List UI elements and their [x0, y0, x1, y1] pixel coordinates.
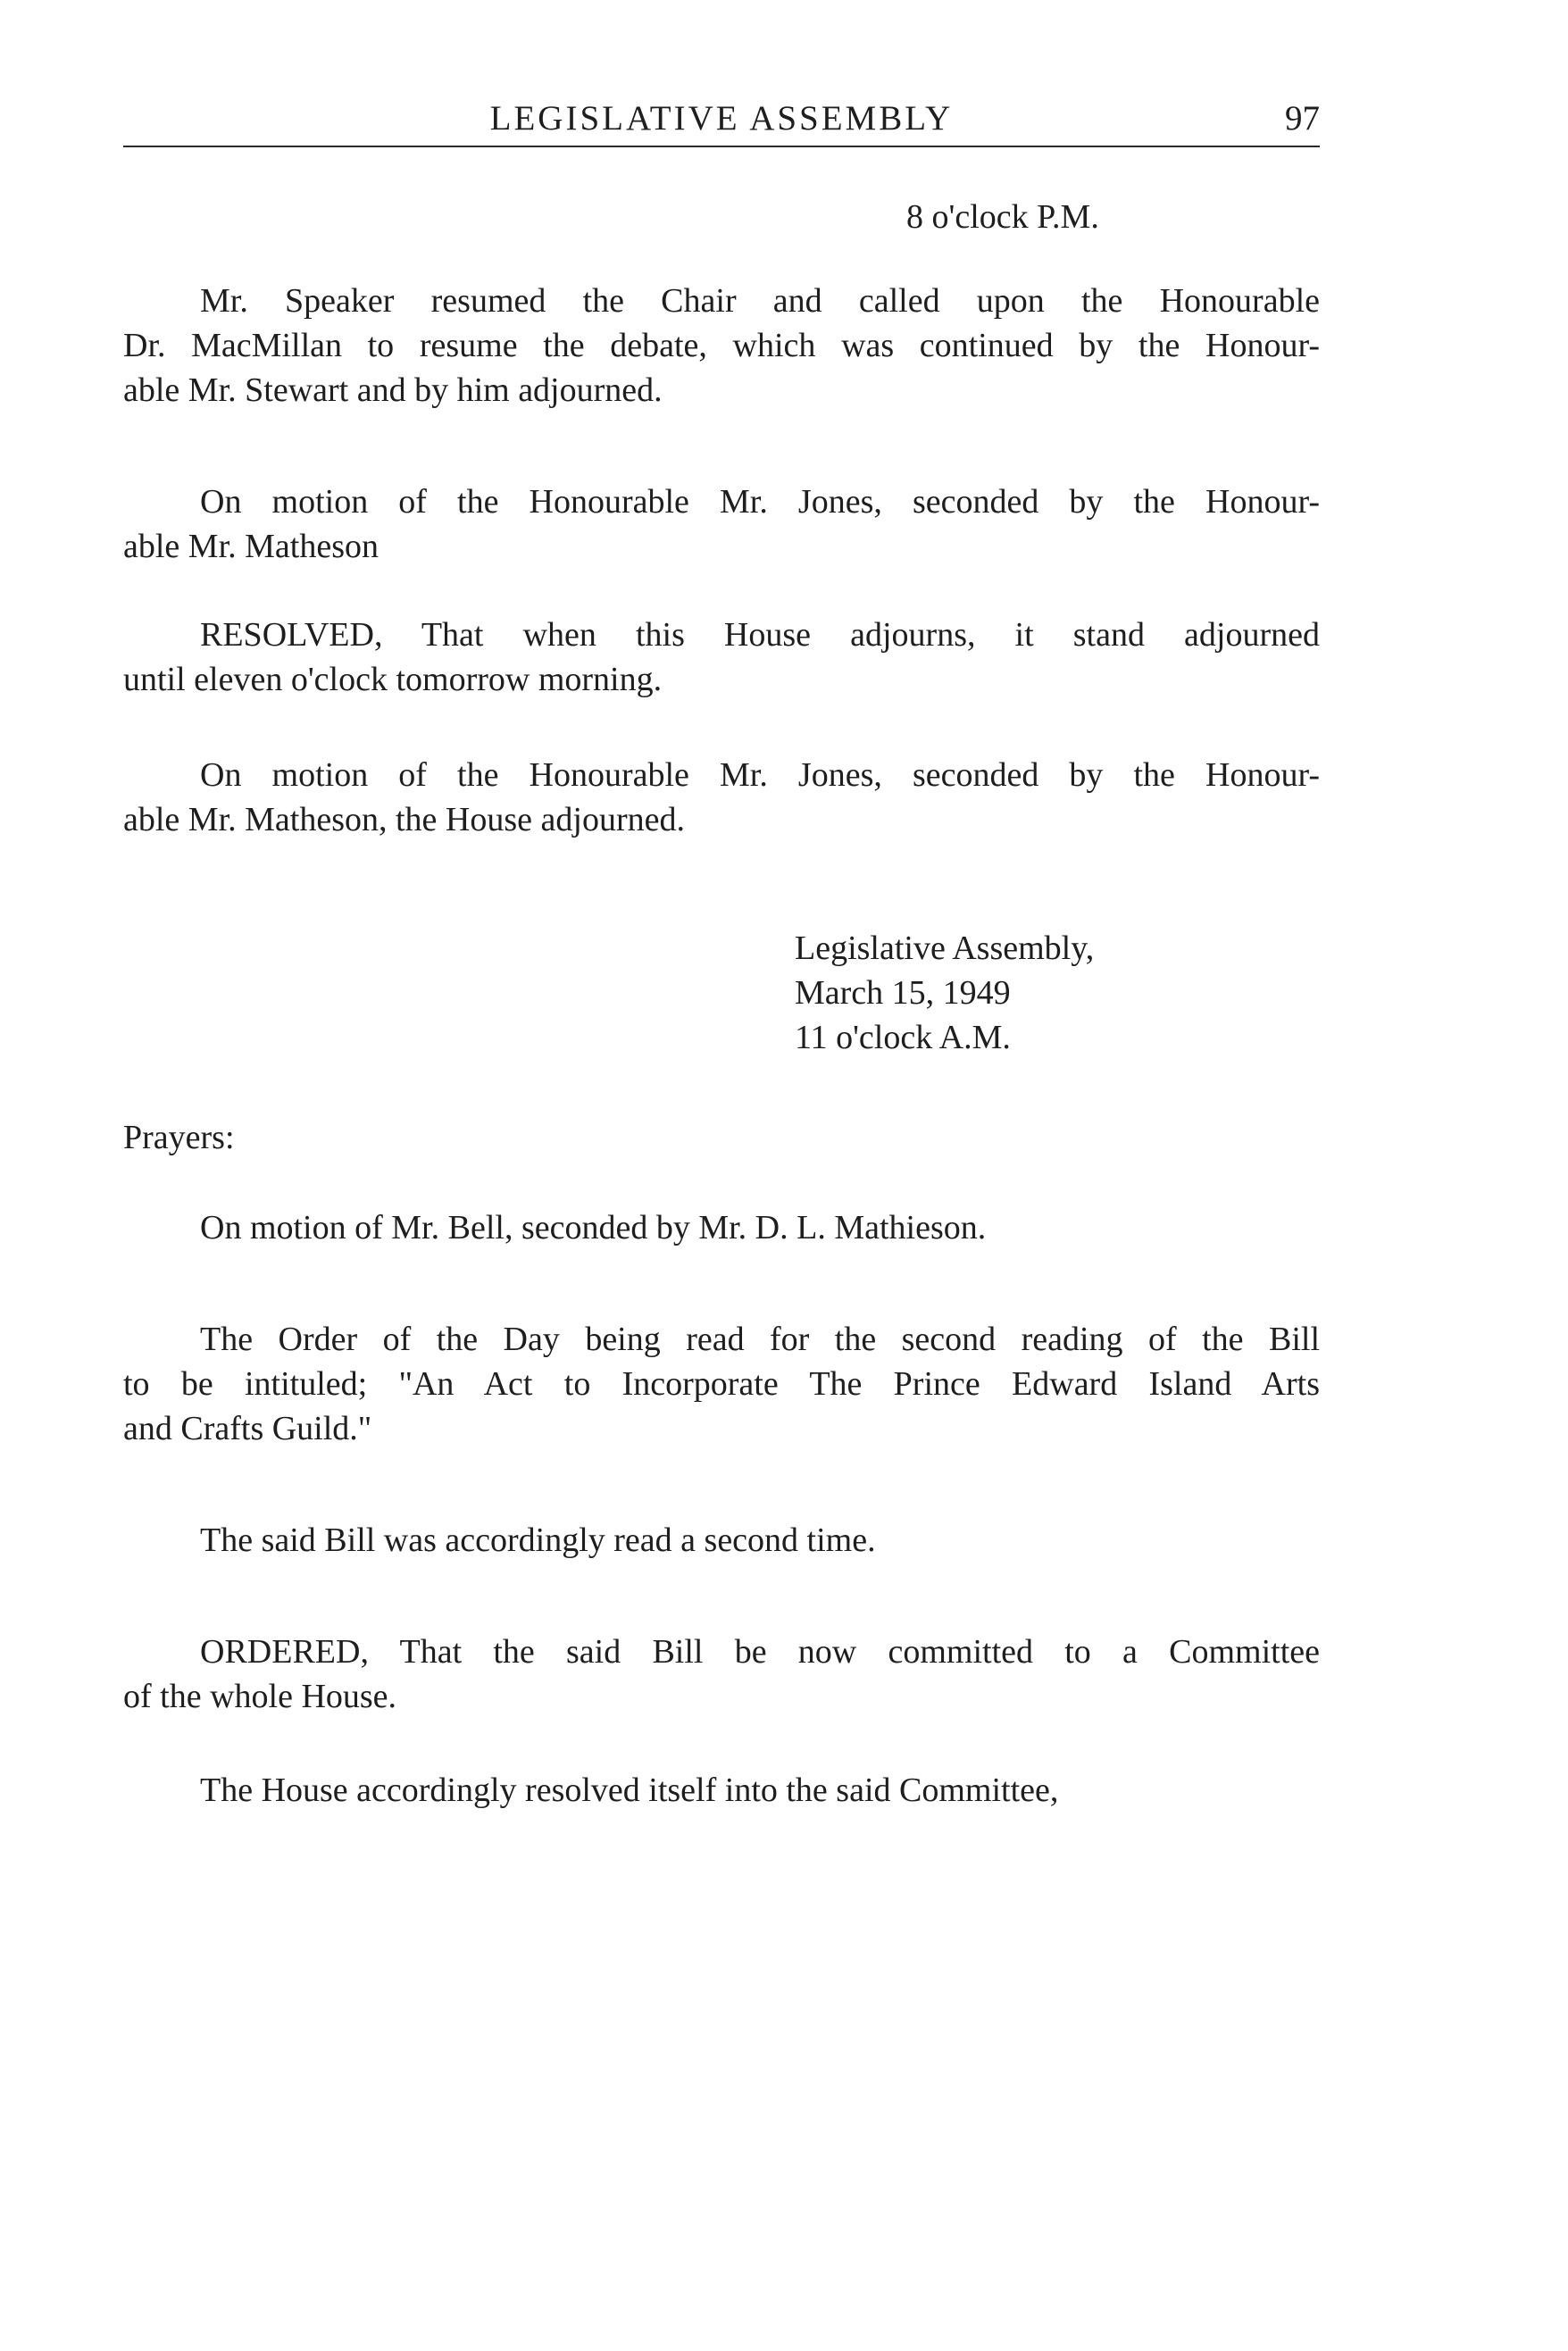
session-time-evening: 8 o'clock P.M.	[906, 198, 1099, 236]
paragraph-speaker-resumed	[123, 279, 1320, 413]
paragraph-line: Mr. Speaker resumed the Chair and called upon the Honourable	[200, 282, 1320, 320]
paragraph-motion-bell	[123, 1205, 1320, 1250]
paragraph-line: able Mr. Matheson, the House adjourned.	[123, 801, 685, 838]
page-number: 97	[1285, 99, 1320, 138]
paragraph-order-of-day	[123, 1317, 1320, 1451]
paragraph-line: until eleven o'clock tomorrow morning.	[123, 661, 663, 698]
paragraph-line: The said Bill was accordingly read a second time.	[200, 1521, 876, 1559]
paragraph-ordered	[123, 1630, 1320, 1719]
paragraph-line: On motion of the Honourable Mr. Jones, seconded by the Honour-	[200, 483, 1320, 521]
paragraph-house-adjourned	[123, 753, 1320, 842]
running-title: LEGISLATIVE ASSEMBLY	[489, 99, 954, 138]
paragraph-second-reading	[123, 1518, 1320, 1563]
paragraph-motion-jones	[123, 479, 1320, 569]
dateline-assembly: Legislative Assembly,	[795, 930, 1095, 967]
paragraph-line: able Mr. Matheson	[123, 528, 379, 565]
paragraph-line: and Crafts Guild."	[123, 1410, 372, 1447]
paragraph-line: able Mr. Stewart and by him adjourned.	[123, 371, 663, 409]
paragraph-line: to be intituled; "An Act to Incorporate The Prince Edward Island Arts	[123, 1365, 1320, 1403]
page-header	[123, 96, 1320, 150]
paragraph-line: ORDERED, That the said Bill be now committed to a Committee	[200, 1633, 1320, 1671]
paragraph-line: of the whole House.	[123, 1678, 397, 1715]
paragraph-line: On motion of the Honourable Mr. Jones, seconded by the Honour-	[200, 756, 1320, 794]
paragraph-line: The Order of the Day being read for the second reading of the Bill	[200, 1321, 1320, 1358]
paragraph-committee	[123, 1768, 1320, 1813]
paragraph-line: On motion of Mr. Bell, seconded by Mr. D. L. Mathieson.	[200, 1209, 987, 1246]
paragraph-line: Dr. MacMillan to resume the debate, which was continued by the Honour-	[123, 327, 1320, 364]
paragraph-resolved	[123, 613, 1320, 702]
dateline-date: March 15, 1949	[795, 974, 1011, 1012]
paragraph-line: The House accordingly resolved itself into the said Committee,	[200, 1772, 1059, 1809]
dateline-time: 11 o'clock A.M.	[795, 1019, 1011, 1056]
paragraph-line: RESOLVED, That when this House adjourns, it stand adjourned	[200, 616, 1320, 654]
prayers-heading: Prayers:	[123, 1119, 235, 1156]
header-rule	[123, 146, 1320, 147]
